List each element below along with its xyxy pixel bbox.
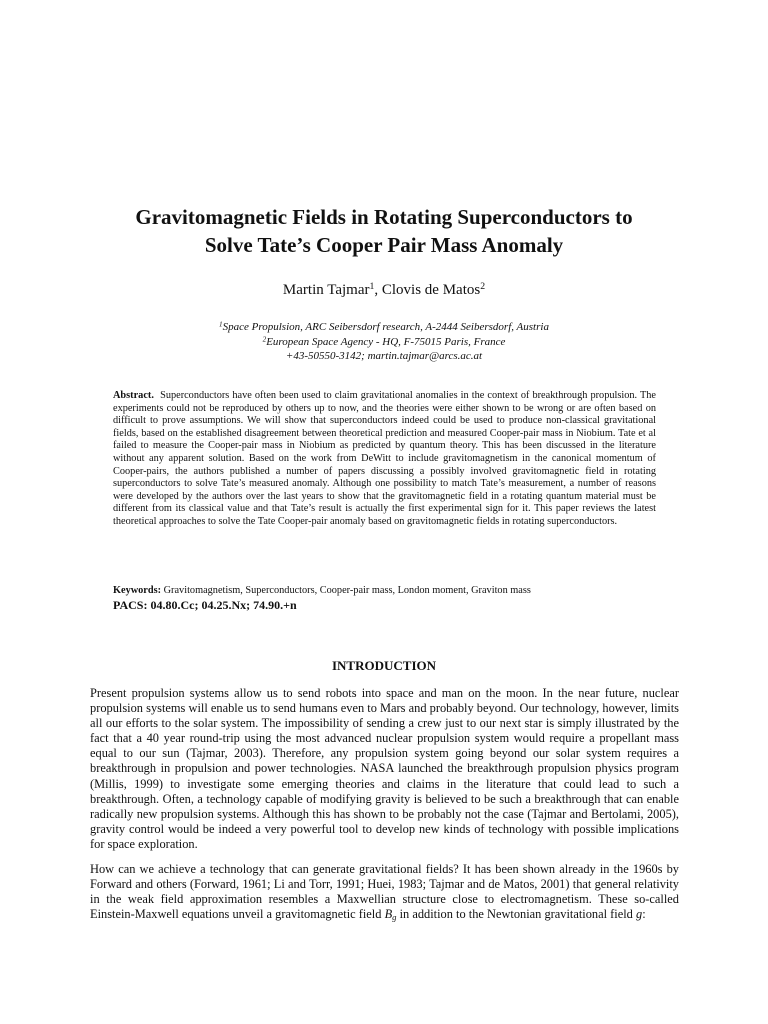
body-paragraph (90, 862, 679, 922)
paragraph-text-tail: in addition to the Newtonian gravitational field (399, 907, 633, 922)
affiliation-mark: 1 (219, 320, 223, 329)
keywords (113, 584, 673, 597)
symbol-subscript: g (392, 912, 397, 923)
newtonian-field-symbol: g (636, 907, 643, 922)
contact-line: +43-50550-3142; martin.tajmar@arcs.ac.at (285, 350, 483, 362)
pacs-label: PACS: (113, 598, 148, 612)
abstract-text: Superconductors have often been used to claim gravitational anomalies in the context of breakthrough propulsion. The experiments could not be reproduced by others up to now, and the theories were either shown to be wrong or are often based on difficult to prove assumptions. We will show that superconductors indeed could be used to produce non-classical gravitational fields, based on the established disagreement between theoretical prediction and measured Cooper-pair mass in Niobium. Tate et al failed to measure the Cooper-pair mass in Niobium as predicted by quantum theory. This has been discussed in the literature without any apparent solution. Based on the work from DeWitt to include gravitomagnetism in the canonical momentum of Cooper-pairs, the authors published a number of papers discussing a possibly involved gravitomagnetic field in rotating superconductors to solve Tate’s measured anomaly. Although one possibility to match Tate’s measurement, a number of reasons were developed by the authors over the last years to show that the gravitomagnetic field in a rotating quantum material must be different from its classical value and that Tate’s result is actually the first experimental sign for it. This paper reviews the latest theoretical approaches to solve the Tate Cooper-pair anomaly based on gravitomagnetic fields in rotating superconductors. (113, 390, 657, 527)
body-paragraph: Present propulsion systems allow us to send robots into space and man on the moon. In the near future, nuclear propulsion systems will enable us to send humans even to Mars and probably beyond. Our technology, however, limits all our efforts to the solar system. The impossibility of sending a crew just to our next star is simply illustrated by the fact that a 40 year round-trip using the most advanced nuclear propulsion system would require a propellant mass equal to our sun (Tajmar, 2003). Therefore, any propulsion system going beyond our solar system requires a breakthrough in propulsion and power technologies. NASA launched the breakthrough propulsion physics program (Millis, 1999) to investigate some emerging theories and claims in the literature that could lead to such a breakthrough. Often, a technology capable of modifying gravity is believed to be such a breakthrough that can enable radically new propulsion systems. Although this has shown to be probably not the case (Tajmar and Bertolami, 2005), gravity control would be indeed a very powerful tool to develop new kinds of technology with possible implications for space exploration. (90, 686, 679, 851)
affiliation-2 (60, 335, 708, 350)
paragraph-text: How can we achieve a technology that can generate gravitational fields? It has been shown already in the 1960s by Forward and others (Forward, 1961; Li and Torr, 1991; Huei, 1983; Tajmar and de Matos, 2001) that general relativity in the weak field approximation resembles a Maxwellian structure close to electromagnetism. These so-called Einstein-Maxwell equations unveil a gravitomagnetic field (90, 862, 679, 922)
pacs-text: 04.80.Cc; 04.25.Nx; 74.90.+n (150, 598, 297, 612)
author-affiliation-mark: 1 (369, 281, 375, 293)
pacs-codes (113, 598, 673, 612)
gravitomagnetic-symbol: $B_g$ (384, 907, 397, 923)
affiliation-text: Space Propulsion, ARC Seibersdorf research, A-2444 Seibersdorf, Austria (222, 321, 549, 333)
section-heading: INTRODUCTION (331, 658, 436, 673)
title-line-1: Gravitomagnetic Fields in Rotating Superconductors to (135, 205, 633, 229)
affiliation-1 (60, 320, 708, 335)
author-separator: , (374, 282, 382, 298)
affiliations (60, 320, 708, 364)
abstract-label: Abstract. (113, 390, 154, 401)
affiliation-mark: 2 (262, 334, 267, 343)
paper-title (60, 203, 708, 259)
author-affiliation-mark: 2 (480, 281, 486, 293)
abstract (113, 390, 656, 529)
title-line-2: Solve Tate’s Cooper Pair Mass Anomaly (204, 233, 564, 257)
keywords-text: Gravitomagnetism, Superconductors, Cooper-pair mass, London moment, Graviton mass (163, 585, 531, 596)
affiliation-text: European Space Agency - HQ, F-75015 Paris, France (266, 335, 506, 348)
paragraph-end: : (642, 907, 646, 922)
author-name: Martin Tajmar (282, 282, 370, 298)
author-name: Clovis de Matos (381, 282, 481, 298)
keywords-label: Keywords: (113, 585, 162, 596)
author-list (60, 281, 708, 299)
